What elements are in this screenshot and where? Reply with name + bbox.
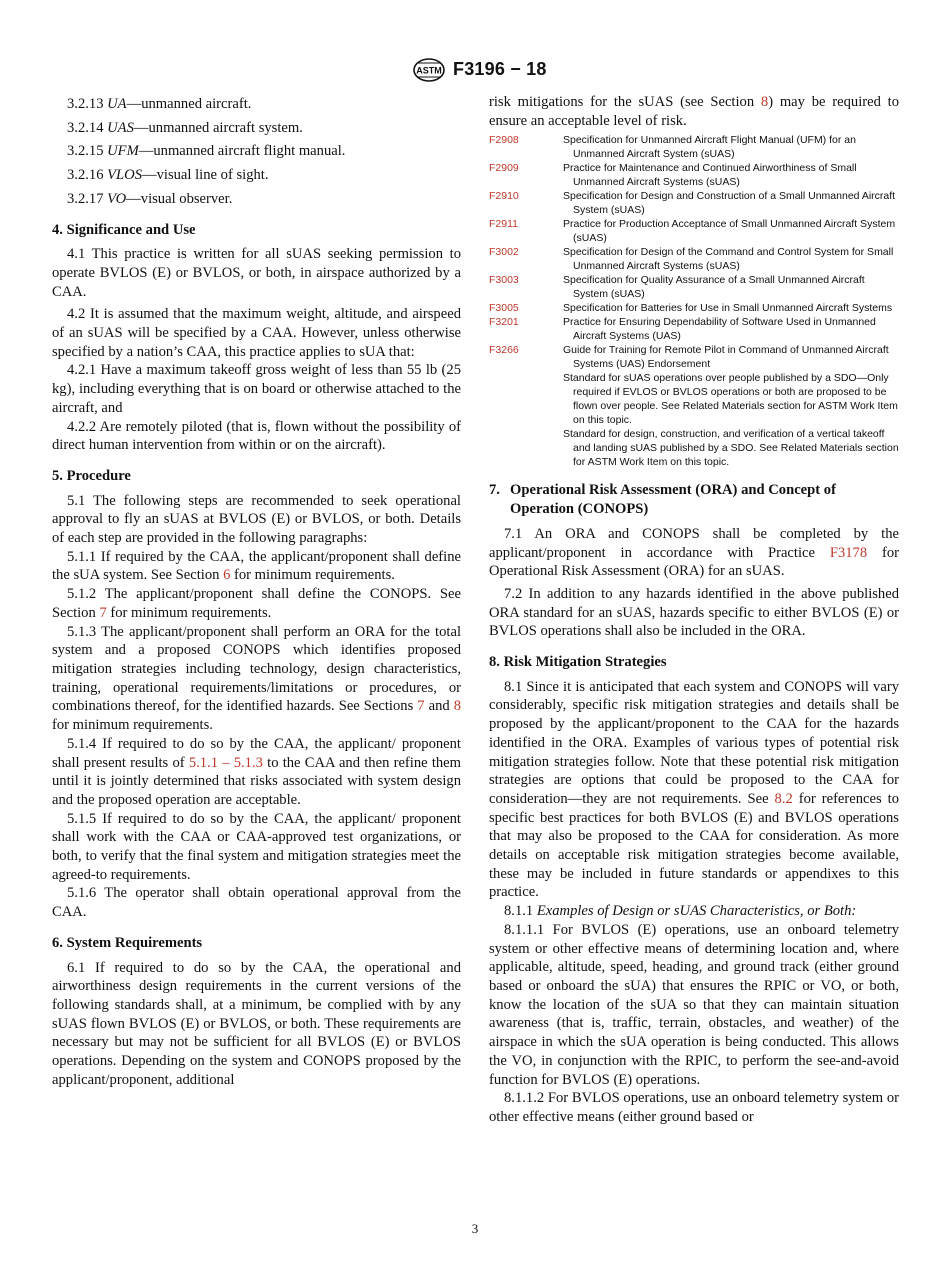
paragraph-6-1-continued: risk mitigations for the sUAS (see Section 8) may be required to ensure an acceptable level of risk. <box>489 94 899 129</box>
standard-link[interactable]: F3178 <box>829 544 868 561</box>
right-column <box>489 93 899 1127</box>
paragraph-4-2-2: 4.2.2 Are remotely piloted (that is, flown without the possibility of direct human intervention from within or on the aircraft). <box>52 418 461 454</box>
paragraph-5-1-4: 5.1.4 If required to do so by the CAA, the applicant/ proponent shall present results of 5.1.1 – 5.1.3 to the CAA and then refine them until it is jointly determined that risks associated with system design and the proposed operation are acceptable. <box>52 735 461 808</box>
reference-code-link[interactable]: F2910 <box>489 190 519 203</box>
reference-item: F2908 Specification for Unmanned Aircraft Flight Manual (UFM) for an Unmanned Aircraft System (sUAS) <box>489 134 856 161</box>
paragraph-5-1: 5.1 The following steps are recommended to seek operational approval to fly an sUAS at BVLOS (E) or BVLOS, or both. Details of each step are provided in the following paragraphs: <box>52 492 461 547</box>
section-link[interactable]: 8 <box>453 698 461 715</box>
reference-item: F2909 Practice for Maintenance and Continued Airworthiness of Small Unmanned Aircraft Systems (sUAS) <box>489 162 857 189</box>
reference-code-link[interactable]: F2909 <box>489 162 519 175</box>
paragraph-8-1-1: 8.1.1 Examples of Design or sUAS Characteristics, or Both: <box>504 903 857 920</box>
section-link[interactable]: 6 <box>223 567 231 584</box>
paragraph-5-1-6: 5.1.6 The operator shall obtain operational approval from the CAA. <box>52 885 461 921</box>
paragraph-5-1-2: 5.1.2 The applicant/proponent shall define the CONOPS. See Section 7 for minimum requirements. <box>52 586 461 621</box>
section-link[interactable]: 7 <box>417 698 425 715</box>
reference-item: F3002 Specification for Design of the Command and Control System for Small Unmanned Aircraft Systems (sUAS) <box>489 246 894 273</box>
definition-item: 3.2.15 UFM—unmanned aircraft flight manual. <box>67 143 346 160</box>
reference-item: F3005 Specification for Batteries for Use in Small Unmanned Aircraft Systems <box>489 302 893 315</box>
reference-code-link[interactable]: F2908 <box>489 134 519 147</box>
paragraph-8-1: 8.1 Since it is anticipated that each system and CONOPS will vary considerably, specific risk mitigation strategies and details shall be proposed by the applicant/proponent to the CAA for the hazards identified in the ORA. Examples of various types of potential risk mitigation strategies follow. Note that these potential risk mitigation strategies are options that could be proposed to the CAA for consideration—they are not requirements. See 8.2 for references to specific best practices for both BVLOS (E) and BVLOS operations that may also be proposed to the CAA for consideration. As more details on acceptable risk mitigation strategies become available, these may be included in future standards or appendixes to this practice. <box>489 678 899 901</box>
definition-item: 3.2.16 VLOS—visual line of sight. <box>67 167 269 184</box>
reference-item: Standard for design, construction, and verification of a vertical takeoff and landing sUAS published by a SDO. See Related Materials section for ASTM Work Item on this topic. <box>563 428 899 469</box>
paragraph-8-1-1-2: 8.1.1.2 For BVLOS operations, use an onboard telemetry system or other effective means (either ground based or <box>489 1090 899 1125</box>
definitions-list <box>52 93 461 212</box>
section-link[interactable]: 7 <box>99 604 107 621</box>
paragraph-5-1-1: 5.1.1 If required by the CAA, the applicant/proponent shall define the sUA system. See Section 6 for minimum requirements. <box>52 548 461 584</box>
section-heading-6: 6. System Requirements <box>52 934 203 951</box>
reference-code-link[interactable]: F2911 <box>489 218 518 231</box>
reference-item: Standard for sUAS operations over people published by a SDO—Only required if EVLOS or BVLOS operations or both are proposed to be flown over people. See Related Materials section for ASTM Work Item on this topic. <box>563 372 898 427</box>
paragraph-7-1: 7.1 An ORA and CONOPS shall be completed by the applicant/proponent in accordance with Practice F3178 for Operational Risk Assessment (ORA) for an sUAS. <box>489 525 899 580</box>
reference-item: F3003 Specification for Quality Assurance of a Small Unmanned Aircraft System (sUAS) <box>489 274 865 301</box>
reference-code-link[interactable]: F3005 <box>489 302 519 315</box>
section-heading-7: 7. Operational Risk Assessment (ORA) and Concept of Operation (CONOPS) <box>489 482 836 518</box>
reference-item: F2911 Practice for Production Acceptance of Small Unmanned Aircraft System (sUAS) <box>489 218 896 245</box>
definition-item: 3.2.13 UA—unmanned aircraft. <box>67 96 252 112</box>
section-link[interactable]: 8.2 <box>774 790 793 807</box>
logo-lettering: ASTM <box>416 65 442 76</box>
paragraph-7-2: 7.2 In addition to any hazards identified in the above published ORA standard for an sUAS, hazards specific to either BVLOS (E) or BVLOS operations shall also be included in the ORA. <box>489 585 899 640</box>
reference-code-link[interactable]: F3201 <box>489 316 519 329</box>
left-column <box>52 93 461 1089</box>
definition-item: 3.2.14 UAS—unmanned aircraft system. <box>67 119 303 136</box>
reference-code-link[interactable]: F3266 <box>489 344 519 357</box>
section-heading-4: 4. Significance and Use <box>52 221 196 238</box>
paragraph-4-2-1: 4.2.1 Have a maximum takeoff gross weight of less than 55 lb (25 kg), including everything that is on board or otherwise attached to the aircraft, and <box>52 362 461 416</box>
page-header <box>0 58 950 82</box>
section-link[interactable]: 8 <box>760 94 769 110</box>
paragraph-5-1-3: 5.1.3 The applicant/proponent shall perform an ORA for the total system and a proposed CONOPS which identifies proposed mitigation strategies including technology, design characteristics, training, operational requirements/limitations or procedures, or combinations thereof, for the identified hazards. See Sections 7 and 8 for minimum requirements. <box>52 623 461 734</box>
page-number: 3 <box>471 1221 479 1236</box>
paragraph-6-1: 6.1 If required to do so by the CAA, the operational and airworthiness design requirements in the current versions of the following standards shall, at a minimum, be complied with by any sUAS flown BVLOS (E) or BVLOS, or both. These requirements are necessary but may not be sufficient for all BVLOS (E) or BVLOS operations. Depending on the system and CONOPS proposed by the applicant/proponent, additional <box>52 959 461 1088</box>
paragraph-5-1-5: 5.1.5 If required to do so by the CAA, the applicant/ proponent shall work with the CAA or CAA-approved test organizations, or both, to verify that the final system and mitigation strategies meet the agreed-to requirements. <box>52 810 461 883</box>
paragraph-4-1: 4.1 This practice is written for all sUAS seeking permission to operate BVLOS (E) or BVLOS, or both, in airspace authorized by a CAA. <box>52 246 461 300</box>
section-heading-8: 8. Risk Mitigation Strategies <box>489 654 667 671</box>
reference-code-link[interactable]: F3002 <box>489 246 519 259</box>
section-link[interactable]: 5.1.1 – 5.1.3 <box>188 754 263 771</box>
reference-item: F3201 Practice for Ensuring Dependability of Software Used in Unmanned Aircraft Systems (UAS) <box>489 316 876 343</box>
reference-code-link[interactable]: F3003 <box>489 274 519 287</box>
paragraph-8-1-1-1: 8.1.1.1 For BVLOS (E) operations, use an onboard telemetry system or other effective means of determining location and, where applicable, altitude, speed, heading, and ground track (either ground based or onboard the sUA) that ensures the RPIC or VO, or both, know the location of the sUA so that they can maintain situation awareness (that is, traffic, terrain, obstacles, and weather) of the airspace in which the sUA operation is being conducted. This allows the VO, in conjunction with the RPIC, to perform the see-and-avoid function for BVLOS (E) operations. <box>489 921 899 1088</box>
section-heading-5: 5. Procedure <box>52 467 131 484</box>
reference-item: F2910 Specification for Design and Construction of a Small Unmanned Aircraft System (sUAS) <box>489 190 896 217</box>
astm-logo-icon <box>411 58 447 82</box>
reference-item: F3266 Guide for Training for Remote Pilot in Command of Unmanned Aircraft Systems (UAS) Endorsement <box>489 344 889 371</box>
referenced-standards-list <box>489 133 899 469</box>
definition-item: 3.2.17 VO—visual observer. <box>67 190 233 207</box>
paragraph-4-2: 4.2 It is assumed that the maximum weight, altitude, and airspeed of an sUAS will be specified by a CAA. However, unless otherwise specified by a nation’s CAA, this practice applies to sUA that: <box>52 306 461 360</box>
standard-designation: F3196 − 18 <box>453 59 547 79</box>
